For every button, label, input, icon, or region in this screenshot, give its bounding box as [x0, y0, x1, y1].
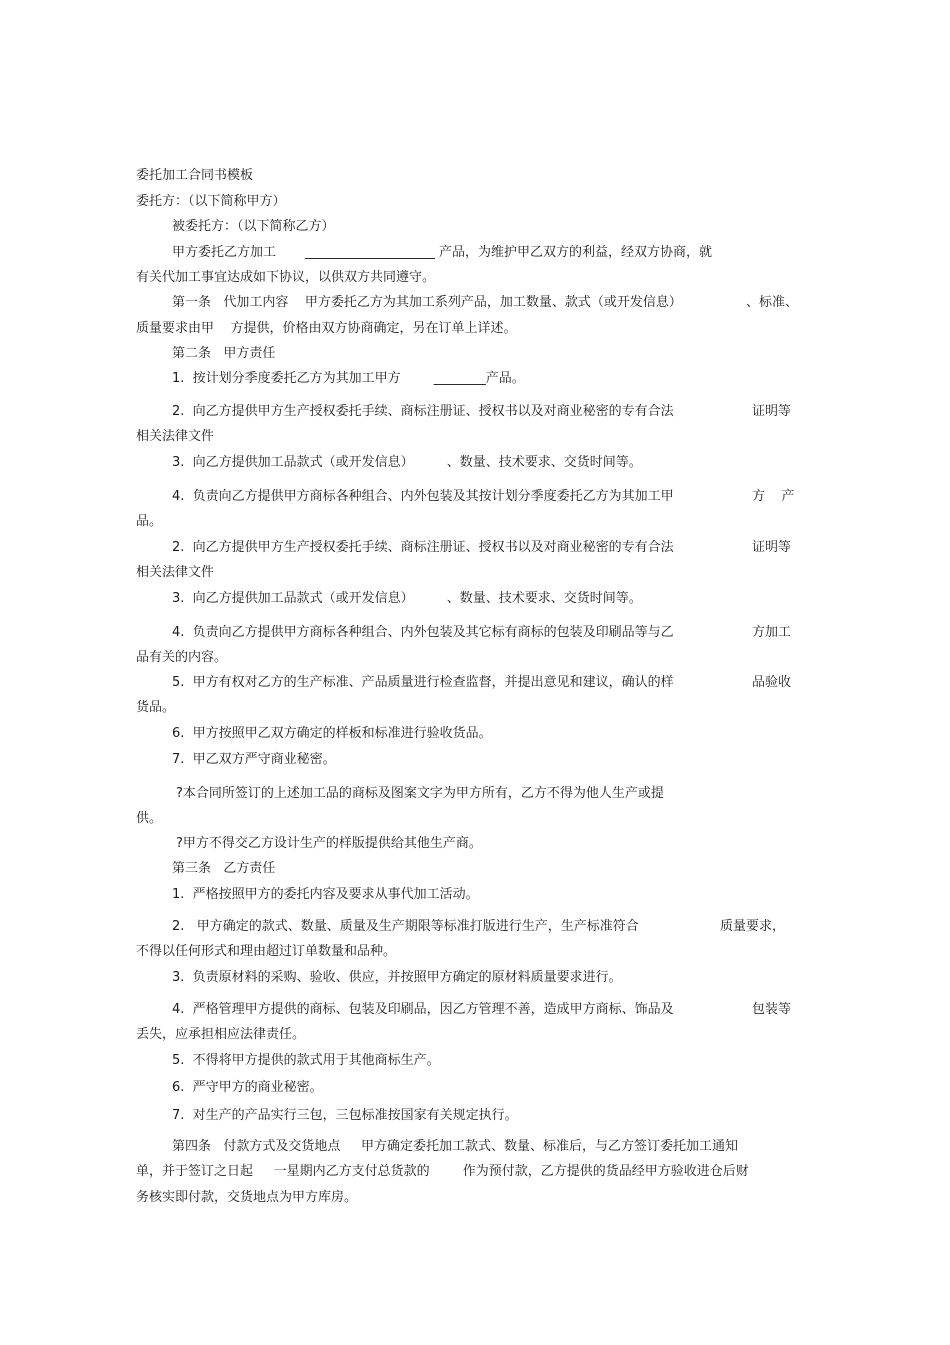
article-2-heading: 第二条 甲方责任 — [172, 346, 276, 361]
article-4-line-2: 单，并于签订之日起 一星期内乙方支付总货款的 作为预付款，乙方提供的货品经甲方验收进仓后财 — [136, 1164, 749, 1179]
article-2-item-2a-tail: 证明等 — [752, 404, 792, 419]
article-3-item-4-line-2: 丢失，应承担相应法律责任。 — [136, 1027, 306, 1042]
article-2-item-7: 7. 甲乙双方严守商业秘密。 — [172, 752, 336, 767]
article-2-item-5-line-1: 5. 甲方有权对乙方的生产标准、产品质量进行检查监督，并提出意见和建议，确认的样 — [172, 675, 674, 690]
article-3-item-2-line-1: 2. 甲方确定的款式、数量、质量及生产期限等标准打版进行生产，生产标准符合 — [172, 919, 639, 934]
article-2-item-2b-tail: 证明等 — [752, 540, 792, 555]
article-2-item-2a-line-1: 2. 向乙方提供甲方生产授权委托手续、商标注册证、授权书以及对商业秘密的专有合法 — [172, 404, 674, 419]
article-3-item-2-line-2: 不得以任何形式和理由超过订单数量和品种。 — [136, 944, 397, 959]
article-3-item-5: 5. 不得将甲方提供的款式用于其他商标生产。 — [172, 1053, 440, 1068]
article-2-item-1: 1. 按计划分季度委托乙方为其加工甲方 ________产品。 — [172, 371, 525, 386]
article-4-line-1: 第四条 付款方式及交货地点 甲方确定委托加工款式、数量、标准后，与乙方签订委托加工通知 — [172, 1139, 739, 1154]
article-3-item-2-tail: 质量要求， — [720, 919, 786, 934]
article-2-item-3b: 3. 向乙方提供加工品款式（或开发信息） 、数量、技术要求、交货时间等。 — [172, 591, 642, 606]
article-2-item-4a-line-1: 4. 负责向乙方提供甲方商标各种组合、内外包装及其按计划分季度委托乙方为其加工甲 — [172, 489, 674, 504]
article-2-item-2a-line-2: 相关法律文件 — [136, 429, 215, 444]
article-4-line-3: 务核实即付款，交货地点为甲方库房。 — [136, 1190, 358, 1205]
article-1-line-2: 质量要求由甲 方提供，价格由双方协商确定，另在订单上详述。 — [136, 321, 517, 336]
article-3-item-6: 6. 严守甲方的商业秘密。 — [172, 1080, 323, 1095]
article-2-item-4b-line-1: 4. 负责向乙方提供甲方商标各种组合、内外包装及其它标有商标的包装及印刷品等与乙 — [172, 625, 674, 640]
article-1-line-1-tail: 、标准、 — [746, 295, 799, 310]
article-3-item-3: 3. 负责原材料的采购、验收、供应，并按照甲方确定的原材料质量要求进行。 — [172, 970, 622, 985]
article-2-item-5-tail: 品验收 — [752, 675, 792, 690]
party-a-line: 委托方：（以下简称甲方） — [136, 194, 286, 209]
article-2-item-6: 6. 甲方按照甲乙双方确定的样板和标准进行验收货品。 — [172, 726, 492, 741]
article-3-item-1: 1. 严格按照甲方的委托内容及要求从事代加工活动。 — [172, 887, 479, 902]
article-3-item-4-line-1: 4. 严格管理甲方提供的商标、包装及印刷品，因乙方管理不善，造成甲方商标、饰品及 — [172, 1002, 674, 1017]
clause-note-1-line-2: 供。 — [136, 811, 163, 826]
article-3-heading: 第三条 乙方责任 — [172, 861, 276, 876]
article-3-item-4-tail: 包装等 — [752, 1002, 792, 1017]
article-3-item-7: 7. 对生产的产品实行三包，三包标准按国家有关规定执行。 — [172, 1108, 518, 1123]
intro-line-2: 有关代加工事宜达成如下协议，以供双方共同遵守。 — [136, 270, 436, 285]
party-b-line: 被委托方：（以下简称乙方） — [172, 219, 335, 234]
article-2-item-2b-line-2: 相关法律文件 — [136, 565, 215, 580]
article-2-item-4a-tail: 方 产 — [752, 489, 795, 504]
intro-line-1: 甲方委托乙方加工 ____________________ 产品，为维护甲乙双方的利益，经双方协商，就 — [172, 245, 713, 260]
article-2-item-4b-tail: 方加工 — [752, 625, 792, 640]
article-2-item-3a: 3. 向乙方提供加工品款式（或开发信息） 、数量、技术要求、交货时间等。 — [172, 455, 642, 470]
article-2-item-4b-line-2: 品有关的内容。 — [136, 650, 228, 665]
article-1-line-1: 第一条 代加工内容 甲方委托乙方为其加工系列产品，加工数量、款式（或开发信息） — [172, 295, 682, 310]
article-2-item-5-line-2: 货品。 — [136, 700, 176, 715]
article-2-item-4a-line-2: 品。 — [136, 514, 163, 529]
clause-note-1-line-1: ?本合同所签订的上述加工品的商标及图案文字为甲方所有，乙方不得为他人生产或提 — [176, 786, 664, 801]
document-title: 委托加工合同书模板 — [136, 168, 254, 183]
clause-note-2: ?甲方不得交乙方设计生产的样版提供给其他生产商。 — [176, 836, 482, 851]
article-2-item-2b-line-1: 2. 向乙方提供甲方生产授权委托手续、商标注册证、授权书以及对商业秘密的专有合法 — [172, 540, 674, 555]
